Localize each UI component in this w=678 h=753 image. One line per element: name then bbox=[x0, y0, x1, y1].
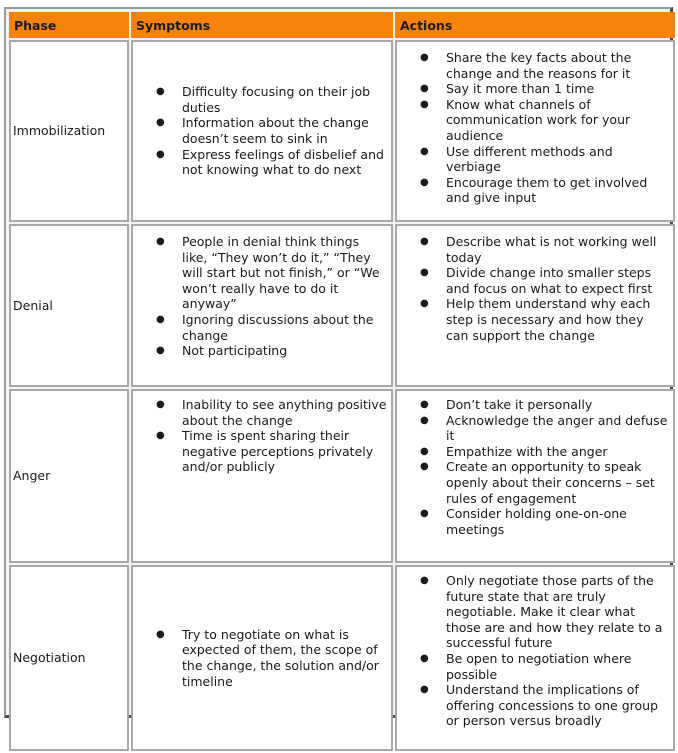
table-row bbox=[9, 224, 675, 387]
bullet-icon: ● bbox=[420, 445, 429, 457]
list-item: ● Share the key facts about the change and the reasons for it bbox=[420, 50, 632, 81]
list-item: ● Inability to see anything positive about the change bbox=[156, 397, 387, 428]
list-item: ● Describe what is not working well today bbox=[420, 234, 657, 265]
symptoms-cell bbox=[131, 565, 393, 751]
list-item: ● Ignoring discussions about the change bbox=[156, 311, 374, 343]
actions-cell bbox=[395, 40, 675, 222]
symptoms-cell bbox=[131, 389, 393, 563]
list-item: ● Empathize with the anger bbox=[420, 443, 608, 459]
bullet-icon: ● bbox=[420, 414, 429, 426]
list-item: ● Create an opportunity to speak openly about their concerns – set rules of engagement bbox=[420, 459, 655, 506]
bullet-icon: ● bbox=[156, 313, 165, 325]
header-actions: Actions bbox=[395, 12, 675, 38]
list-item: ● Not participating bbox=[156, 343, 288, 359]
symptoms-list bbox=[136, 234, 387, 359]
bullet-icon: ● bbox=[156, 117, 165, 129]
table-row bbox=[9, 565, 675, 751]
bullet-icon: ● bbox=[420, 52, 429, 63]
table-row bbox=[9, 40, 675, 222]
bullet-icon: ● bbox=[420, 652, 429, 664]
actions-list bbox=[400, 397, 669, 537]
list-item: ● Say it more than 1 time bbox=[420, 81, 595, 97]
symptoms-list bbox=[136, 627, 387, 689]
list-item: ● Information about the change doesn’t seem to sink in bbox=[156, 115, 369, 146]
symptoms-list bbox=[136, 84, 387, 178]
symptoms-list bbox=[136, 397, 387, 475]
bullet-icon: ● bbox=[420, 298, 429, 310]
actions-cell bbox=[395, 565, 675, 751]
list-item: ● Try to negotiate on what is expected of them, the scope of the change, the solution and/or timeline bbox=[156, 626, 379, 689]
bullet-icon: ● bbox=[420, 508, 429, 520]
list-item: ● Help them understand why each step is necessary and how they can support the change bbox=[420, 296, 651, 343]
actions-list bbox=[400, 573, 669, 729]
header-phase: Phase bbox=[9, 12, 129, 38]
list-item: ● Time is spent sharing their negative perceptions privately and/or publicly bbox=[156, 428, 374, 475]
table-row bbox=[9, 389, 675, 563]
list-item: ● People in denial think things like, “They won’t do it,” “They will start but not finish,” or “We won’t really have to do it anyway” bbox=[156, 234, 380, 312]
list-item: ● Use different methods and verbiage bbox=[420, 143, 613, 175]
bullet-icon: ● bbox=[156, 430, 165, 442]
actions-cell bbox=[395, 224, 675, 387]
bullet-icon: ● bbox=[420, 145, 429, 157]
symptoms-cell bbox=[131, 224, 393, 387]
bullet-icon: ● bbox=[420, 575, 429, 586]
bullet-icon: ● bbox=[156, 345, 165, 357]
list-item: ● Know what channels of communication work for your audience bbox=[420, 96, 631, 143]
change-phases-table-frame bbox=[4, 7, 673, 729]
bullet-icon: ● bbox=[156, 628, 165, 640]
list-item: ● Encourage them to get involved and give input bbox=[420, 174, 648, 206]
bullet-icon: ● bbox=[420, 267, 429, 279]
phase-cell: Negotiation bbox=[9, 565, 129, 751]
list-item: ● Acknowledge the anger and defuse it bbox=[420, 412, 668, 444]
bullet-icon: ● bbox=[156, 148, 165, 160]
bullet-icon: ● bbox=[156, 236, 165, 247]
actions-list bbox=[400, 234, 669, 343]
header-symptoms: Symptoms bbox=[131, 12, 393, 38]
header-row bbox=[9, 12, 675, 38]
bullet-icon: ● bbox=[156, 399, 165, 410]
bullet-icon: ● bbox=[156, 86, 165, 98]
phase-cell: Anger bbox=[9, 389, 129, 563]
list-item: ● Be open to negotiation where possible bbox=[420, 650, 632, 682]
bullet-icon: ● bbox=[420, 461, 429, 473]
list-item: ● Only negotiate those parts of the future state that are truly negotiable. Make it clear what those are and how they relate to a successful future bbox=[420, 573, 663, 651]
bullet-icon: ● bbox=[420, 98, 429, 110]
bullet-icon: ● bbox=[420, 399, 429, 410]
bullet-icon: ● bbox=[420, 684, 429, 696]
phase-cell: Denial bbox=[9, 224, 129, 387]
bullet-icon: ● bbox=[420, 176, 429, 188]
list-item: ● Express feelings of disbelief and not knowing what to do next bbox=[156, 146, 384, 178]
list-item: ● Consider holding one-on-one meetings bbox=[420, 506, 627, 537]
list-item: ● Understand the implications of offering concessions to one group or person versus broadly bbox=[420, 682, 659, 729]
list-item: ● Don’t take it personally bbox=[420, 397, 593, 412]
actions-list bbox=[400, 50, 669, 206]
change-phases-table bbox=[7, 10, 677, 753]
bullet-icon: ● bbox=[420, 83, 429, 95]
list-item: ● Difficulty focusing on their job duties bbox=[156, 84, 371, 115]
list-item: ● Divide change into smaller steps and focus on what to expect first bbox=[420, 265, 653, 296]
bullet-icon: ● bbox=[420, 236, 429, 247]
symptoms-cell bbox=[131, 40, 393, 222]
phase-cell: Immobilization bbox=[9, 40, 129, 222]
actions-cell bbox=[395, 389, 675, 563]
